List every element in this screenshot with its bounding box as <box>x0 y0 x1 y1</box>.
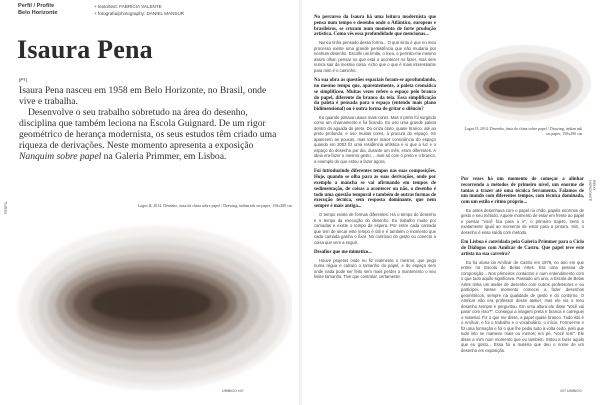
page-label-left: UMBIGO #07 <box>222 389 244 393</box>
credits: + texto/text: FABRÍCIA VALENTE + fotografia/photography: DANIEL MANSUR <box>94 4 185 16</box>
question: Desafios que me mimetizo... <box>314 250 372 256</box>
question: No percurso da Isaura há uma leitura modernista que pensa num tempo e desenho onde o Atlântico, europeus e brasileiros, se cruzam num momento de forte produção artística. Como vês essa profundidade que mencionas... <box>314 15 436 38</box>
answer: O tempo existe de formas diferentes. Há o tempo do desenho e o tempo da execução do desenho. Eu trabalho muito por camadas e existe o tempo da espera. Por entre cada camada que tem de secar este tempo é útil e é também o momento que cada camada ganha o fixar. No contínuo do gesto eu conecto a coisa que vem a seguir. <box>314 212 436 245</box>
answer: Nunca tinha pensado dessa forma... O que sinto é que no meu processo existe uma grande persistência que não mudaria por nenhum desenho. Escolhi um limite, o meu, e permito-me mesmo assim olhar, pensar no que está a acontecer no fazer, mas sem nunca sair da mesma coisa. Acho que o que é mais interessante para mim é o caminho. <box>314 40 436 73</box>
section-label: Perfil / Profile <box>18 3 55 9</box>
photo-credit: fotografia/photography: DANIEL MANSUR <box>97 11 185 16</box>
side-label-left: PERFIL <box>4 201 8 214</box>
article-title: Isaura Pena <box>17 35 153 64</box>
exhibition-title: Nanquim sobre papel <box>19 151 102 162</box>
section-subject: Belo Horizonte <box>18 10 58 16</box>
interview-column-2 <box>461 177 584 353</box>
question: Foi introduzindo diferentes tempos nas suas composições. Hoje, quando se olha para as suas derivações, onde por exemplo a mancha se vai afirmando em tempos de sedimentação, de coisas a acontecer ou não, o desenho é todo uma questão temporal e também de outras formas de execução técnica, sem resposta dominante, que nem sempre é mais antiga... <box>314 169 436 210</box>
question: Na sua obra as questões espaciais foram-se aprofundando, no mesmo tempo que, aparentemente, a paleta cromática se simplificou. Muitas vezes refere o espaço pelo branco do papel, diferente do branco da tela. Essa simplificação da paleta é pensada para o espaço (entendo mais plano bidimensional) ou é outra forma de gritar o silêncio? <box>314 78 436 113</box>
lead-paragraph <box>19 85 281 162</box>
side-label-right: BELO HORIZONTE <box>588 180 596 202</box>
artwork-caption-right: Lagos II, 2014. Desenho, tinta da china sobre papel / Drawing, indian ink on paper, 150x200 cm <box>464 126 582 136</box>
answer: Eu antes desenhava com o papel no chão, papéis enormes de gesto e seu método. Aquele momento de estar em frente ao papel e pensar "você fica para o ir", o primeiro trajeto, senti o exatamente igual ao momento de estar para a pintura. Sim, o desenho é essa saída com método. <box>461 207 584 235</box>
ink-drawing-large <box>16 212 292 400</box>
page-label-right: #07 UMBIGO <box>560 389 582 393</box>
section-header <box>18 3 57 17</box>
artwork-caption-left: Lagos II, 2014. Desenho, tinta da china sobre papel / Drawing, indian ink on paper, 150x200 cm <box>137 203 292 208</box>
artwork-image-right <box>453 42 593 124</box>
text-credit: texto/text: FABRÍCIA VALENTE <box>97 4 162 9</box>
answer: Houve projetos onde eu fiz realmente o mesmo, que pego numa régua e calculo o tamanho do papel, e do espaço sem onde nada pode ser feito sem mais perder o mantimento o seu limite tamanho. Tive que controlar, certamente. <box>314 257 436 280</box>
language-tag: [PT] <box>19 77 27 82</box>
answer: Eu quando pintava usava mais cores. Mas o preto foi surgindo como um chamamento e fui ficando. Eu uso uma grande paleta dentro da aguada do preto. Do cinza claro, quase branco, até ao preto profundo, e uso muitas cores, à procura do espaço. Só aparecem as poucas, mas tornei maior consciência do espaço quando em 2003 fiz uma residência artística e vi que a luz e o espaço do desenho por dia, durante um mês, eram diferentes. A ideia era fazer o mesmo gesto, ...mas só com o preto e o branco, a exemplo do que estou a fazer agora. <box>314 114 436 164</box>
gutter <box>299 0 302 405</box>
ink-drawing-small <box>453 42 593 124</box>
artwork-image-left <box>16 212 292 400</box>
interview-column-1 <box>314 15 436 280</box>
answer: Eu fui aluna do Amílcar de Castro em 1979, no ano em que entrei na Escola de Belas Artes. Era uma pessoa de composição... Nos primeiros contactos e num entendimento com o que tudo aquilo significava. Passado um ano, a Escola de Belas Artes tinha um atelier de desenho com outros professores e eu participei. Nesse momento comecei a fazer desenhos geométricos, sempre na qualidade de gesto e do contorno. O Amílcar não era professor desse atelier, mas ele via o meu desenho sempre e perguntou. Em uma altura ele disse "você vai parar com isso?". Consegui a imagem preta e branca e carreguei o material. Fiz o que me disse, a papel quase branco. Tudo isto é o Amílcar, e foi o trabalho e o vocabulário, o início. Formei-me e fiz uma formação e foi o que lhe pediu tudo à volta cedo, pelo que tudo isto se manteve mais ou menos; em pé, "você tem". Ele disse a mim num momento que eu também. Estou a fazer aquilo que eu gosto... Essa foi a matéria que deu o nome de um desenho em exposição. <box>461 259 584 353</box>
lead-p2: Desenvolve o seu trabalho sobretudo na área do desenho, disciplina que também leciona na Escola Guignard. De um rigor geométrico de herança modernista, os seus estudos têm criado uma riqueza de derivações. Neste momento apresenta a exposição Nanquim sobre papel na Galeria Primmer, em Lisboa. <box>19 107 277 162</box>
question: Em Lisboa é convidada pela Galeria Primmer para o Ciclo de Diálogos com Amílcar de Castro. Que papel teve este artista na sua carreira? <box>461 240 584 258</box>
lead-p1: Isaura Pena nasceu em 1958 em Belo Horizonte, no Brasil, onde vive e trabalha. <box>19 85 267 107</box>
question: Por vezes há um momento de começar a alinhar recorrendo a métodos de primeiro nível, um enorme de tantas a trazer até uma técnica ferramenta. Falamos de um mundo com diferentes tempos, com técnica dominada, com um estilo e ritmo próprio... <box>461 177 584 206</box>
